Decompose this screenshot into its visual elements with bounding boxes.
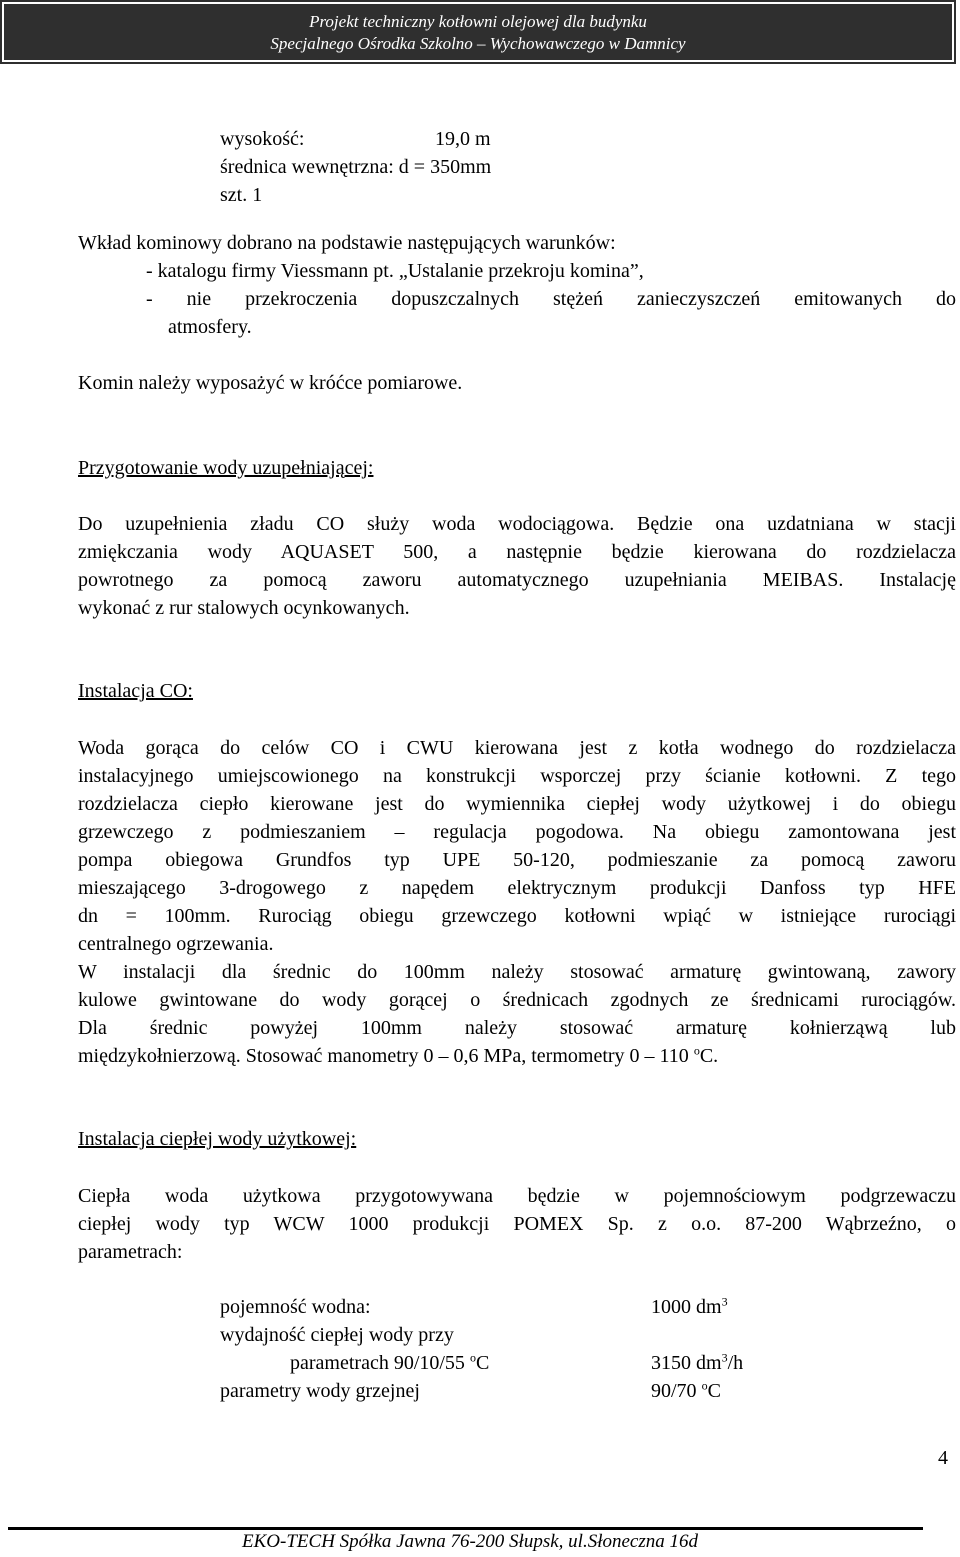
makeup-line: zmiękczania wody AQUASET 500, a następnie będzie kierowana do rozdzielacza xyxy=(78,541,956,563)
makeup-line: wykonać z rur stalowych ocynkowanych. xyxy=(78,597,410,619)
insert-condition-1: - katalogu firmy Viessmann pt. „Ustalanie przekroju komina”, xyxy=(146,260,644,282)
document-footer: EKO-TECH Spółka Jawna 76-200 Słupsk, ul.Słoneczna 16d xyxy=(242,1531,698,1552)
document-header xyxy=(2,2,954,62)
insert-condition-2: - nie przekroczenia dopuszczalnych stężeń zanieczyszczeń emitowanych do xyxy=(146,288,956,310)
output-unit: /h xyxy=(727,1352,744,1374)
chimney-count: szt. 1 xyxy=(220,184,263,206)
chimney-diameter: średnica wewnętrzna: d = 350mm xyxy=(220,156,492,178)
page-number: 4 xyxy=(938,1447,948,1469)
cube-sup: 3 xyxy=(721,1294,728,1309)
chimney-height-label: wysokość: xyxy=(220,128,305,150)
makeup-line: powrotnego za pomocą zaworu automatycznego uzupełniania MEIBAS. Instalację xyxy=(78,569,956,591)
insert-condition-2-cont: atmosfery. xyxy=(168,316,252,338)
degree-sup: o xyxy=(701,1378,708,1393)
co-last-unit: C. xyxy=(699,1045,719,1067)
co-line: rozdzielacza ciepło kierowane jest do wymiennika ciepłej wody użytkowej i do obiegu xyxy=(78,793,956,815)
co-line-last xyxy=(78,1042,956,1070)
header-title-line2: Specjalnego Ośrodka Szkolno – Wychowawczego w Damnicy xyxy=(270,34,686,53)
co-line: Woda gorąca do celów CO i CWU kierowana jest z kotła wodnego do rozdzielacza xyxy=(78,737,956,759)
cwu-paragraph xyxy=(78,1182,956,1266)
co-last-text: międzykołnierzową. Stosować manometry 0 – 0,6 MPa, termometry 0 – 110 xyxy=(78,1045,694,1067)
param-heating-label: parametry wody grzejnej xyxy=(220,1380,420,1402)
co-line: Dla średnic powyżej 100mm należy stosować armaturę kołnierząwą lub xyxy=(78,1017,956,1039)
co-line: instalacyjnego umiejscowionego na konstrukcji wsporczej przy ścianie kotłowni. Z tego xyxy=(78,765,956,787)
co-paragraph xyxy=(78,734,956,1070)
cwu-heading: Instalacja ciepłej wody użytkowej: xyxy=(78,1128,357,1150)
cube-sup: 3 xyxy=(721,1350,728,1365)
co-line: grzewczego z podmieszaniem – regulacja pogodowa. Na obiegu zamontowana jest xyxy=(78,821,956,843)
co-line: mieszającego 3-drogowego z napędem elektrycznym produkcji Danfoss typ HFE xyxy=(78,877,956,899)
co-line: W instalacji dla średnic do 100mm należy stosować armaturę gwintowaną, zawory xyxy=(78,961,956,983)
header-title-line1: Projekt techniczny kotłowni olejowej dla budynku xyxy=(309,12,647,31)
makeup-paragraph xyxy=(78,510,956,622)
capacity-number: 1000 dm xyxy=(651,1296,722,1318)
param-capacity-label: pojemność wodna: xyxy=(220,1296,371,1318)
heating-unit: C xyxy=(707,1380,721,1402)
output-number: 3150 dm xyxy=(651,1352,722,1374)
chimney-height-value: 19,0 m xyxy=(435,128,491,150)
makeup-line: Do uzupełnienia zładu CO służy woda wodociągowa. Będzie ona uzdatniana w stacji xyxy=(78,513,956,535)
output-params-unit: C xyxy=(475,1352,490,1374)
heating-number: 90/70 xyxy=(651,1380,702,1402)
co-line: kulowe gwintowane do wody gorącej o średnicach zgodnych ze średnicami rurociągów. xyxy=(78,989,956,1011)
param-output-label-cont xyxy=(290,1352,489,1375)
cwu-line: parametrach: xyxy=(78,1241,183,1263)
param-output-value xyxy=(651,1352,743,1375)
footer-divider xyxy=(8,1527,923,1530)
param-heating-value xyxy=(651,1380,721,1403)
degree-sup: o xyxy=(693,1043,700,1058)
co-line: dn = 100mm. Rurociąg obiegu grzewczego kotłowni wpiąć w istniejące rurociągi xyxy=(78,905,956,927)
cwu-line: ciepłej wody typ WCW 1000 produkcji POMEX Sp. z o.o. 87-200 Wąbrzeźno, o xyxy=(78,1213,956,1235)
co-line: centralnego ogrzewania. xyxy=(78,933,274,955)
co-heading: Instalacja CO: xyxy=(78,680,193,702)
output-params-text: parametrach 90/10/55 xyxy=(290,1352,470,1374)
param-output-label: wydajność ciepłej wody przy xyxy=(220,1324,454,1346)
co-line: pompa obiegowa Grundfos typ UPE 50-120, podmieszanie za pomocą zaworu xyxy=(78,849,956,871)
param-capacity-value xyxy=(651,1296,728,1319)
insert-intro: Wkład kominowy dobrano na podstawie następujących warunków: xyxy=(78,232,616,254)
degree-sup: o xyxy=(469,1350,476,1365)
makeup-heading: Przygotowanie wody uzupełniającej: xyxy=(78,457,374,479)
cwu-line: Ciepła woda użytkowa przygotowywana będzie w pojemnościowym podgrzewaczu xyxy=(78,1185,956,1207)
chimney-note: Komin należy wyposażyć w króćce pomiarowe. xyxy=(78,372,463,394)
